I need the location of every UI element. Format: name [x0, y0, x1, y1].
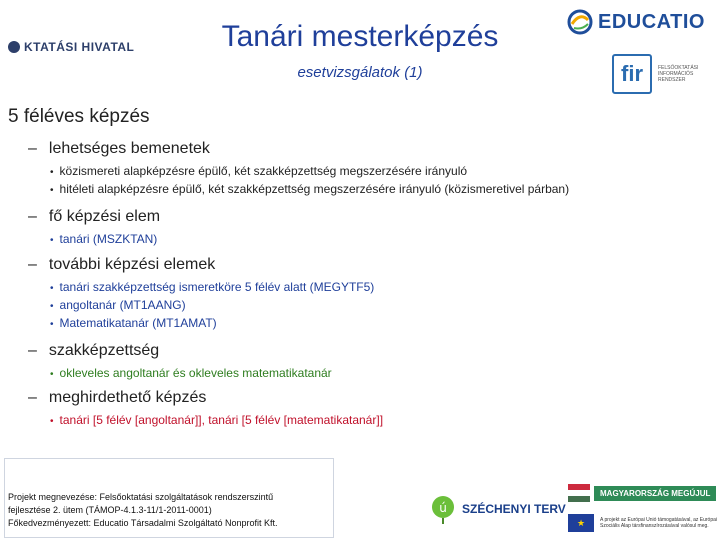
bullet-icon: • [50, 369, 54, 380]
bullet-icon: • [50, 416, 54, 427]
eu-support-text: A projekt az Európai Unió támogatásával, az Európai Szociális Alap társfinanszírozásával valósul meg. [600, 517, 718, 529]
hungarian-flag-icon [568, 484, 590, 502]
level2-label: lehetséges bemenetek [48, 140, 210, 157]
level3-item [50, 316, 217, 330]
level2-label: további képzési elemek [48, 256, 216, 273]
level3-text: közismereti alapképzésre épülő, két szakképzettség megszerzésére irányuló [59, 164, 468, 178]
fir-logo-caption: FELSŐOKTATÁSI INFORMÁCIÓS RENDSZER [658, 65, 699, 83]
level3-text: tanári szakképzettség ismeretköre 5 félév alatt (MEGYTF5) [59, 280, 375, 294]
bullet-icon: • [50, 185, 54, 196]
level3-item [50, 232, 157, 246]
magyarorszag-megujul-text: MAGYARORSZÁG MEGÚJUL [594, 486, 716, 501]
bullet-icon: • [50, 301, 54, 312]
dash-bullet: – [28, 389, 37, 406]
level2-item-tovabbi-kepzesi-elemek [28, 256, 215, 274]
level3-text: tanári (MSZKTAN) [59, 232, 158, 246]
magyarorszag-megujul-logo [568, 484, 716, 502]
fir-logo-mark: fir [612, 54, 652, 94]
dash-bullet: – [28, 256, 37, 273]
eu-flag-icon: ★ [568, 514, 594, 532]
dash-bullet: – [28, 208, 37, 225]
level3-text: okleveles angoltanár és okleveles matematikatanár [59, 366, 332, 380]
level3-item [50, 280, 374, 294]
level3-item [50, 366, 332, 380]
szechenyi-terv-logo [430, 494, 566, 524]
bullet-icon: • [50, 283, 54, 294]
page-title: Tanári mesterképzés [221, 20, 499, 53]
fir-logo [612, 54, 708, 94]
szechenyi-terv-text: SZÉCHENYI TERV [462, 502, 566, 516]
level2-item-meghirdetheto-kepzes [28, 389, 206, 407]
level3-text: hitéleti alapképzésre épülő, két szakképzettség megszerzésére irányuló (közismeretivel párban) [59, 182, 570, 196]
footer-project-info [8, 491, 277, 530]
level3-item [50, 164, 467, 178]
svg-text:ú: ú [439, 501, 447, 515]
eu-logo [568, 514, 720, 532]
educatio-logo [566, 8, 705, 36]
level3-item [50, 413, 383, 427]
level2-label: fő képzési elem [48, 208, 161, 225]
szechenyi-leaf-icon [430, 494, 456, 524]
footer-line: fejlesztése 2. ütem (TÁMOP-4.1.3-11/1-2011-0001) [8, 505, 212, 515]
section-heading: 5 féléves képzés [8, 106, 150, 127]
educatio-logo-text: EDUCATIO [598, 10, 705, 33]
bullet-icon: • [50, 319, 54, 330]
bullet-icon: • [50, 167, 54, 178]
level3-text: tanári [5 félév [angoltanár]], tanári [5 félév [matematikatanár]] [59, 413, 384, 427]
level2-item-fo-kepzesi-elem [28, 208, 160, 226]
dash-bullet: – [28, 342, 37, 359]
level2-label: szakképzettség [48, 342, 160, 359]
level2-item-szakkepzettseg [28, 342, 159, 360]
level3-text: Matematikatanár (MT1AMAT) [59, 316, 217, 330]
bullet-icon: • [50, 235, 54, 246]
oktatasi-hivatal-logo-text: KTATÁSI HIVATAL [24, 40, 135, 54]
level3-text: angoltanár (MT1AANG) [59, 298, 186, 312]
logo-dot-icon [8, 41, 20, 53]
oktatasi-hivatal-logo [8, 40, 134, 54]
level2-label: meghirdethető képzés [48, 389, 207, 406]
level2-item-bemenetek [28, 140, 210, 158]
footer-line: Projekt megnevezése: Felsőoktatási szolgáltatások rendszerszintű [8, 492, 274, 502]
level3-item [50, 182, 569, 196]
educatio-swirl-icon [566, 8, 594, 36]
dash-bullet: – [28, 140, 37, 157]
level3-item [50, 298, 186, 312]
page-subtitle: esetvizsgálatok (1) [297, 64, 423, 81]
footer-line: Főkedvezményezett: Educatio Társadalmi Szolgáltató Nonprofit Kft. [8, 518, 278, 528]
